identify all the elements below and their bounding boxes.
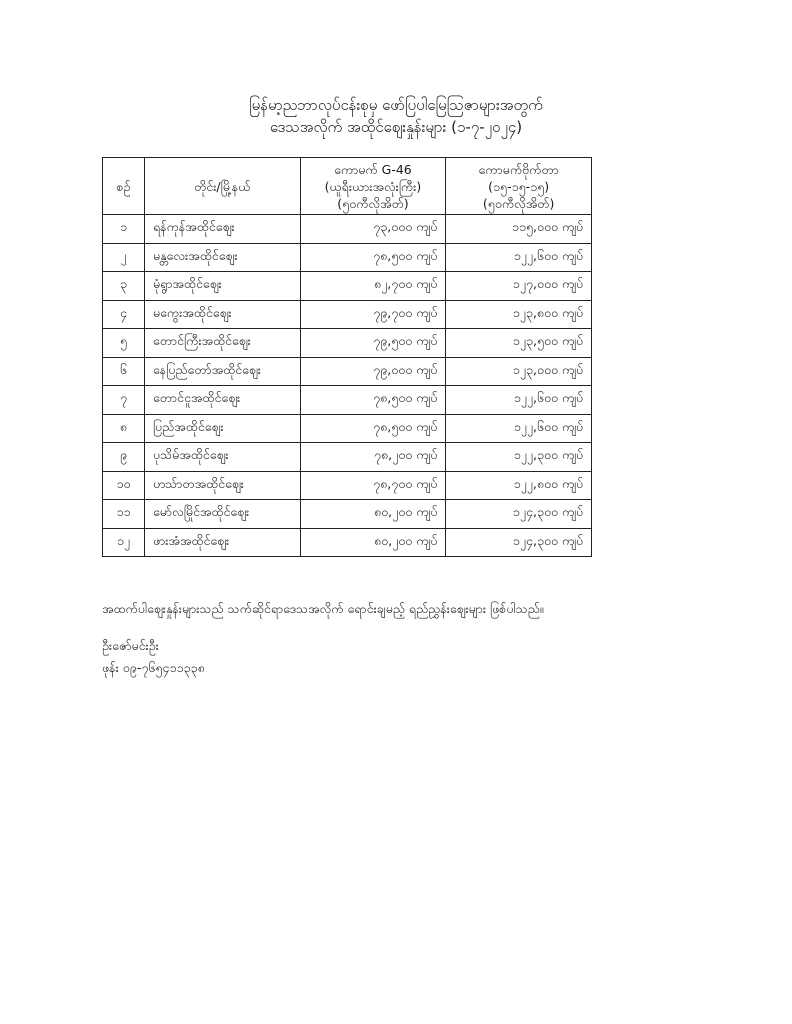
price-table: [102, 157, 592, 557]
cell-compound-price: ၁၂၂,၆၀၀ ကျပ်: [446, 243, 592, 272]
cell-market: ပုသိမ်အထိုင်ဈေး: [144, 443, 300, 472]
cell-urea-price: ၇၈,၅၀၀ ကျပ်: [300, 414, 446, 443]
cell-market: ရန်ကုန်အထိုင်ဈေး: [144, 215, 300, 244]
cell-market: ဖားအံအထိုင်ဈေး: [144, 528, 300, 557]
cell-serial-no: ၈: [103, 414, 145, 443]
cell-serial-no: ၇: [103, 386, 145, 415]
table-row: [103, 443, 592, 472]
table-header-row: [103, 158, 592, 215]
cell-market: ပြည်အထိုင်ဈေး: [144, 414, 300, 443]
header-market: တိုင်း/မြို့နယ်: [144, 158, 300, 215]
table-row: [103, 471, 592, 500]
cell-urea-price: ၈၀,၂၀၀ ကျပ်: [300, 500, 446, 529]
cell-serial-no: ၁၁: [103, 500, 145, 529]
cell-serial-no: ၁: [103, 215, 145, 244]
cell-urea-price: ၇၉,၇၀၀ ကျပ်: [300, 300, 446, 329]
cell-market: မကွေးအထိုင်ဈေး: [144, 300, 300, 329]
cell-compound-price: ၁၂၂,၆၀၀ ကျပ်: [446, 386, 592, 415]
table-row: [103, 500, 592, 529]
document-title: မြန်မာ့ညဘာလုပ်ငန်းစုမှ ဖော်ပြပါမြေသြဇာများအတွက်: [249, 96, 543, 114]
cell-serial-no: ၃: [103, 272, 145, 301]
cell-compound-price: ၁၂၇,၀၀၀ ကျပ်: [446, 272, 592, 301]
cell-compound-price: ၁၂၄,၃၀၀ ကျပ်: [446, 500, 592, 529]
document-subtitle: ဒေသအလိုက် အထိုင်ဈေးနှုန်းများ (၁-၇-၂၀၂၄): [269, 118, 523, 136]
header-line: (ယူရီးယားအလုံးကြီး): [324, 178, 422, 194]
header-line: ကောမက်ဗိုက်တာ: [478, 161, 559, 177]
table-row: [103, 300, 592, 329]
cell-compound-price: ၁၂၂,၆၀၀ ကျပ်: [446, 414, 592, 443]
cell-market: မော်လမြိုင်အထိုင်ဈေး: [144, 500, 300, 529]
cell-urea-price: ၇၉,၅၀၀ ကျပ်: [300, 329, 446, 358]
cell-compound-price: ၁၂၃,၀၀၀ ကျပ်: [446, 357, 592, 386]
table-row: [103, 215, 592, 244]
header-serial-no: စဉ်: [103, 158, 145, 215]
cell-serial-no: ၂: [103, 243, 145, 272]
table-row: [103, 528, 592, 557]
cell-urea-price: ၇၃,၀၀၀ ကျပ်: [300, 215, 446, 244]
cell-compound-price: ၁၂၂,၈၀၀ ကျပ်: [446, 471, 592, 500]
cell-compound-price: ၁၁၅,၀၀၀ ကျပ်: [446, 215, 592, 244]
table-row: [103, 386, 592, 415]
cell-market: မန္တလေးအထိုင်ဈေး: [144, 243, 300, 272]
header-urea-g46: [300, 158, 446, 215]
cell-serial-no: ၁၂: [103, 528, 145, 557]
header-line: (၁၅-၁၅-၁၅): [488, 178, 550, 194]
cell-compound-price: ၁၂၃,၅၀၀ ကျပ်: [446, 329, 592, 358]
cell-market: တောင်ငူအထိုင်ဈေး: [144, 386, 300, 415]
header-compound: [446, 158, 592, 215]
cell-serial-no: ၁၀: [103, 471, 145, 500]
contact-name: ဦးဇော်မင်းဦး: [102, 638, 159, 653]
cell-market: ဟသ်ာတအထိုင်ဈေး: [144, 471, 300, 500]
table-row: [103, 329, 592, 358]
table-row: [103, 414, 592, 443]
cell-urea-price: ၈၀,၂၀၀ ကျပ်: [300, 528, 446, 557]
cell-urea-price: ၇၉,၀၀၀ ကျပ်: [300, 357, 446, 386]
footnote: အထက်ပါဈေးနှုန်းများသည် သက်ဆိုင်ရာဒေသအလိုက် ရောင်းချမည့် ရည်ညွှန်းဈေးများ ဖြစ်ပါသည်။: [102, 601, 544, 616]
cell-market: မုံရွာအထိုင်ဈေး: [144, 272, 300, 301]
contact-phone: ဖုန်း ၀၉-၇၆၅၄၁၁၃၃၈: [102, 660, 205, 675]
table-row: [103, 357, 592, 386]
cell-compound-price: ၁၂၄,၃၀၀ ကျပ်: [446, 528, 592, 557]
cell-compound-price: ၁၂၃,၈၀၀ ကျပ်: [446, 300, 592, 329]
cell-urea-price: ၇၈,၂၀၀ ကျပ်: [300, 443, 446, 472]
header-line: (၅၀ကီလိုအိတ်): [482, 195, 555, 211]
cell-urea-price: ၈၂,၇၀၀ ကျပ်: [300, 272, 446, 301]
cell-urea-price: ၇၈,၅၀၀ ကျပ်: [300, 386, 446, 415]
cell-serial-no: ၄: [103, 300, 145, 329]
cell-serial-no: ၆: [103, 357, 145, 386]
cell-market: နေပြည်တော်အထိုင်ဈေး: [144, 357, 300, 386]
table-row: [103, 272, 592, 301]
header-line: ကောမက် G-46: [334, 161, 412, 177]
table-row: [103, 243, 592, 272]
cell-compound-price: ၁၂၂,၃၀၀ ကျပ်: [446, 443, 592, 472]
cell-market: တောင်ကြီးအထိုင်ဈေး: [144, 329, 300, 358]
cell-serial-no: ၅: [103, 329, 145, 358]
header-line: (၅၀ကီလိုအိတ်): [337, 195, 409, 211]
cell-serial-no: ၉: [103, 443, 145, 472]
cell-urea-price: ၇၈,၅၀၀ ကျပ်: [300, 243, 446, 272]
cell-urea-price: ၇၈,၇၀၀ ကျပ်: [300, 471, 446, 500]
